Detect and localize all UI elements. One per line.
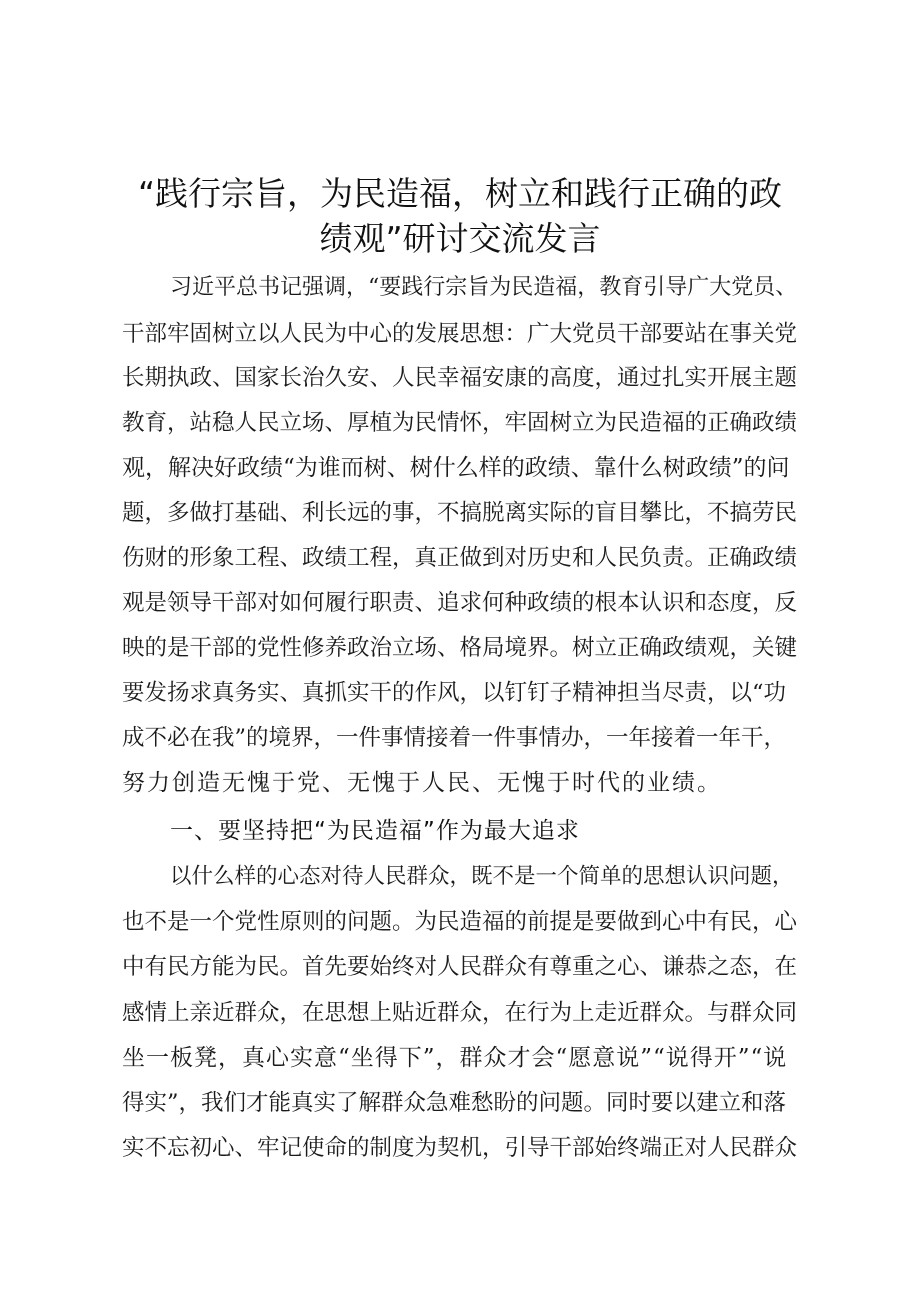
paragraph-1-line: 观是领导干部对如何履行职责、追求何种政绩的根本认识和态度，反 [122, 590, 798, 616]
paragraph-1-line: 题，多做打基础、利长远的事，不搞脱离实际的盲目攀比，不搞劳民 [122, 500, 798, 526]
paragraph-2-line: 以什么样的心态对待人民群众，既不是一个简单的思想认识问题， [170, 864, 794, 889]
section-heading-1: 一、要坚持把“为民造福”作为最大追求 [170, 818, 580, 844]
paragraph-2-line: 实不忘初心、牢记使命的制度为契机，引导干部始终端正对人民群众 [122, 1135, 798, 1161]
paragraph-1-line: 成不必在我”的境界，一件事情接着一件事情办，一年接着一年干， [122, 725, 787, 751]
paragraph-2-line: 得实”，我们才能真实了解群众急难愁盼的问题。同时要以建立和落 [122, 1090, 787, 1116]
paragraph-2-line: 坐一板凳，真心实意“坐得下”，群众才会“愿意说”“说得开”“说 [122, 1045, 788, 1071]
paragraph-2-line: 感情上亲近群众，在思想上贴近群众，在行为上走近群众。与群众同 [122, 1000, 798, 1026]
paragraph-1-line: 习近平总书记强调，“要践行宗旨为民造福，教育引导广大党员、 [170, 275, 798, 300]
paragraph-2-line: 中有民方能为民。首先要始终对人民群众有尊重之心、谦恭之态，在 [122, 954, 798, 980]
paragraph-1-line: 观，解决好政绩“为谁而树、树什么样的政绩、靠什么树政绩”的问 [122, 455, 790, 481]
paragraph-1-line: 伤财的形象工程、政绩工程，真正做到对历史和人民负责。正确政绩 [122, 545, 798, 571]
document-title-line-1: “践行宗旨，为民造福，树立和践行正确的政 [137, 174, 783, 213]
paragraph-1-line: 教育，站稳人民立场、厚植为民情怀，牢固树立为民造福的正确政绩 [122, 410, 798, 436]
paragraph-1-line: 要发扬求真务实、真抓实干的作风，以钉钉子精神担当尽责，以“功 [122, 680, 787, 706]
paragraph-1-line: 努力创造无愧于党、无愧于人民、无愧于时代的业绩。 [122, 770, 722, 796]
paragraph-1-line: 长期执政、国家长治久安、人民幸福安康的高度，通过扎实开展主题 [122, 365, 798, 391]
paragraph-1-line: 干部牢固树立以人民为中心的发展思想：广大党员干部要站在事关党 [122, 321, 798, 347]
paragraph-2-line: 也不是一个党性原则的问题。为民造福的前提是要做到心中有民，心 [122, 909, 798, 935]
document-title-line-2: 绩观”研讨交流发言 [319, 219, 601, 258]
paragraph-1-line: 映的是干部的党性修养政治立场、格局境界。树立正确政绩观，关键 [122, 635, 798, 661]
